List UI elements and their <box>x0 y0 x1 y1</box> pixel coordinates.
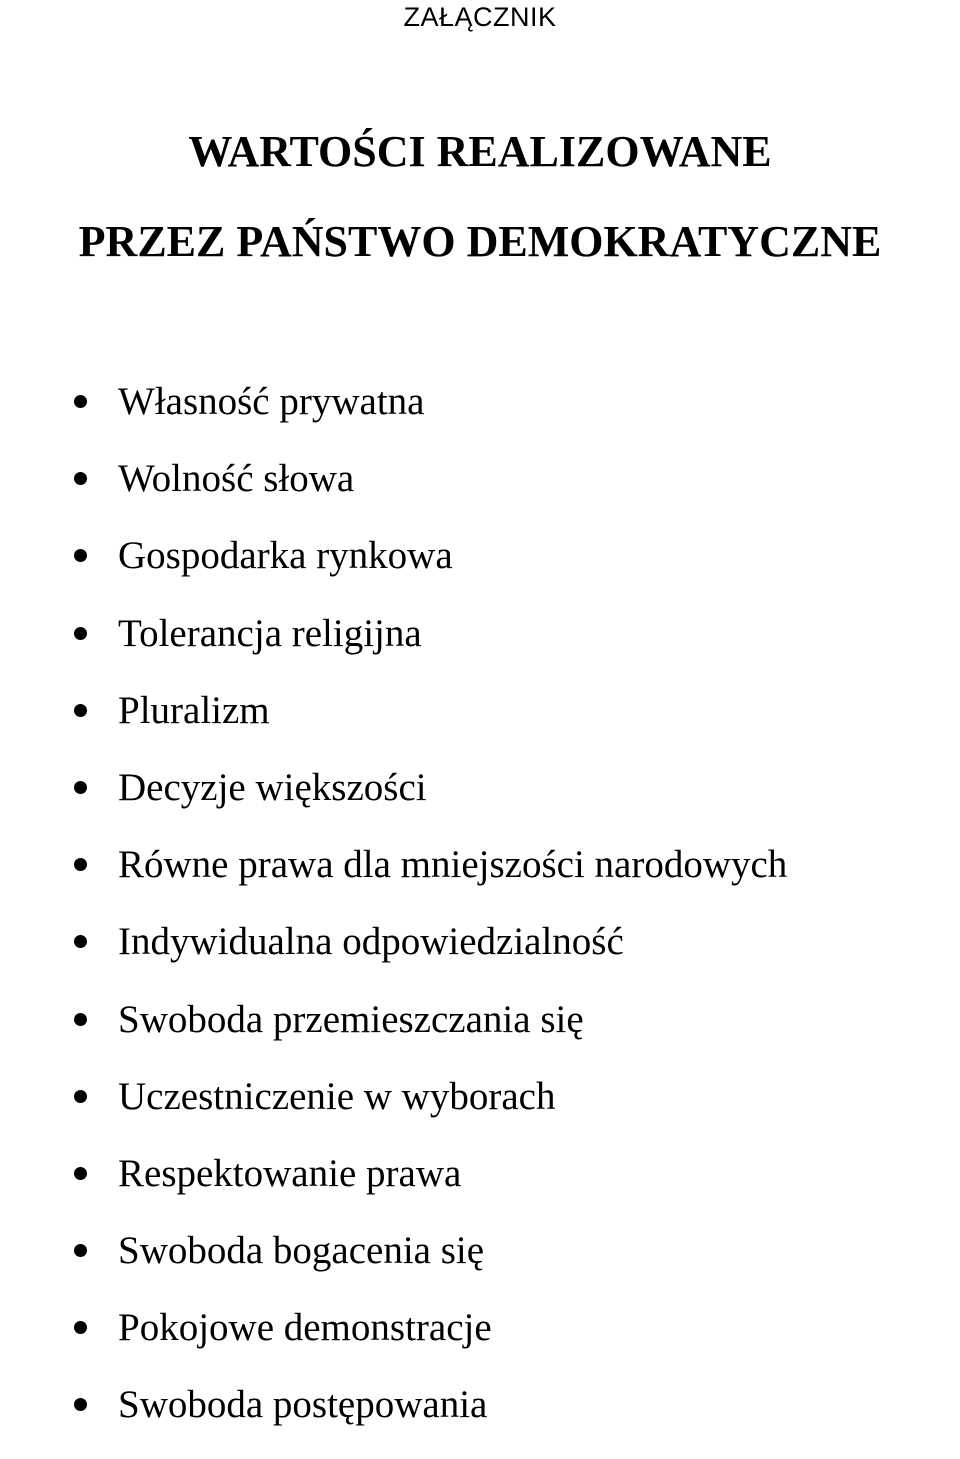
bullet-icon <box>74 1398 87 1411</box>
bullet-icon <box>74 858 87 871</box>
list-item-text: Swoboda przemieszczania się <box>118 997 584 1041</box>
page-title-line-2: PRZEZ PAŃSTWO DEMOKRATYCZNE <box>78 217 882 266</box>
list-item-text: Swoboda bogacenia się <box>118 1229 485 1273</box>
list-item-text: Gospodarka rynkowa <box>118 534 453 578</box>
bullet-icon <box>74 1090 87 1103</box>
page-title-line-1: WARTOŚCI REALIZOWANE <box>188 127 772 176</box>
bullet-icon <box>74 472 87 485</box>
list-item-text: Równe prawa dla mniejszości narodowych <box>118 843 788 887</box>
bullet-icon <box>74 935 87 948</box>
bullet-icon <box>74 549 87 562</box>
appendix-label: ZAŁĄCZNIK <box>403 2 557 32</box>
bullet-icon <box>74 1244 87 1257</box>
list-item-text: Własność prywatna <box>118 380 425 423</box>
bullet-icon <box>74 704 87 717</box>
bullet-icon <box>74 395 87 408</box>
list-item-text: Pluralizm <box>118 688 270 732</box>
list-item-text: Wolność słowa <box>118 457 355 501</box>
list-item-text: Pokojowe demonstracje <box>118 1306 492 1350</box>
list-item-text: Respektowanie prawa <box>118 1151 462 1195</box>
list-item-text: Decyzje większości <box>118 765 427 809</box>
list-item-text: Swoboda postępowania <box>118 1383 488 1427</box>
bullet-icon <box>74 1013 87 1026</box>
bullet-icon <box>74 1167 87 1180</box>
list-item-text: Tolerancja religijna <box>118 611 422 655</box>
bullet-icon <box>74 781 87 794</box>
bullet-icon <box>74 627 87 640</box>
list-item-text: Indywidualna odpowiedzialność <box>118 920 624 964</box>
list-item-text: Uczestniczenie w wyborach <box>118 1074 556 1118</box>
bullet-icon <box>74 1321 87 1334</box>
